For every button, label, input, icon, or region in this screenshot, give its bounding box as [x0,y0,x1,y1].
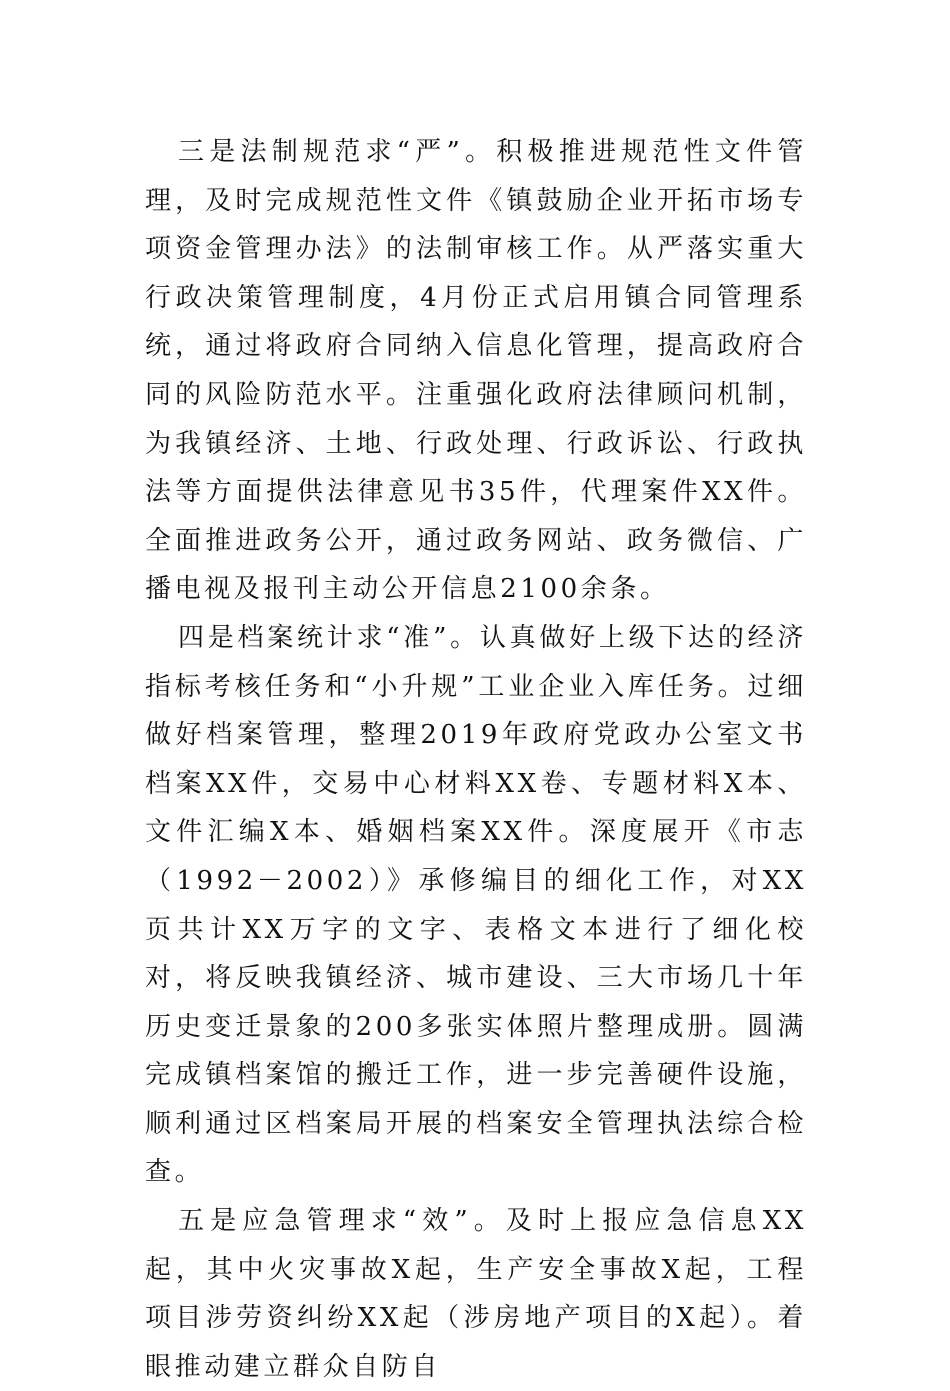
paragraph-emergency-management: 五是应急管理求“效”。及时上报应急信息XX起，其中火灾事故X起，生产安全事故X起，工程项目涉劳资纠纷XX起（涉房地产项目的X起）。着眼推动建立群众自防自 [145,1206,807,1382]
paragraph-archives-statistics: 四是档案统计求“准”。认真做好上级下达的经济指标考核任务和“小升规”工业企业入库任务。过细做好档案管理，整理2019年政府党政办公室文书档案XX件，交易中心材料XX卷、专题材料X本、文件汇编X本、婚姻档案XX件。深度展开《市志（1992－2002）》承修编目的细化工作，对XX页共计XX万字的文字、表格文本进行了细化校对，将反映我镇经济、城市建设、三大市场几十年历史变迁景象的200多张实体照片整理成册。圆满完成镇档案馆的搬迁工作，进一步完善硬件设施，顺利通过区档案局开展的档案安全管理执法综合检查。 [145,622,807,1188]
paragraph-legal-standards: 三是法制规范求“严”。积极推进规范性文件管理，及时完成规范性文件《镇鼓励企业开拓市场专项资金管理办法》的法制审核工作。从严落实重大行政决策管理制度，4月份正式启用镇合同管理系统，通过将政府合同纳入信息化管理，提高政府合同的风险防范水平。注重强化政府法律顾问机制，为我镇经济、土地、行政处理、行政诉讼、行政执法等方面提供法律意见书35件，代理案件XX件。全面推进政务公开，通过政务网站、政务微信、广播电视及报刊主动公开信息2100余条。 [145,137,807,605]
document-body [145,128,807,1391]
